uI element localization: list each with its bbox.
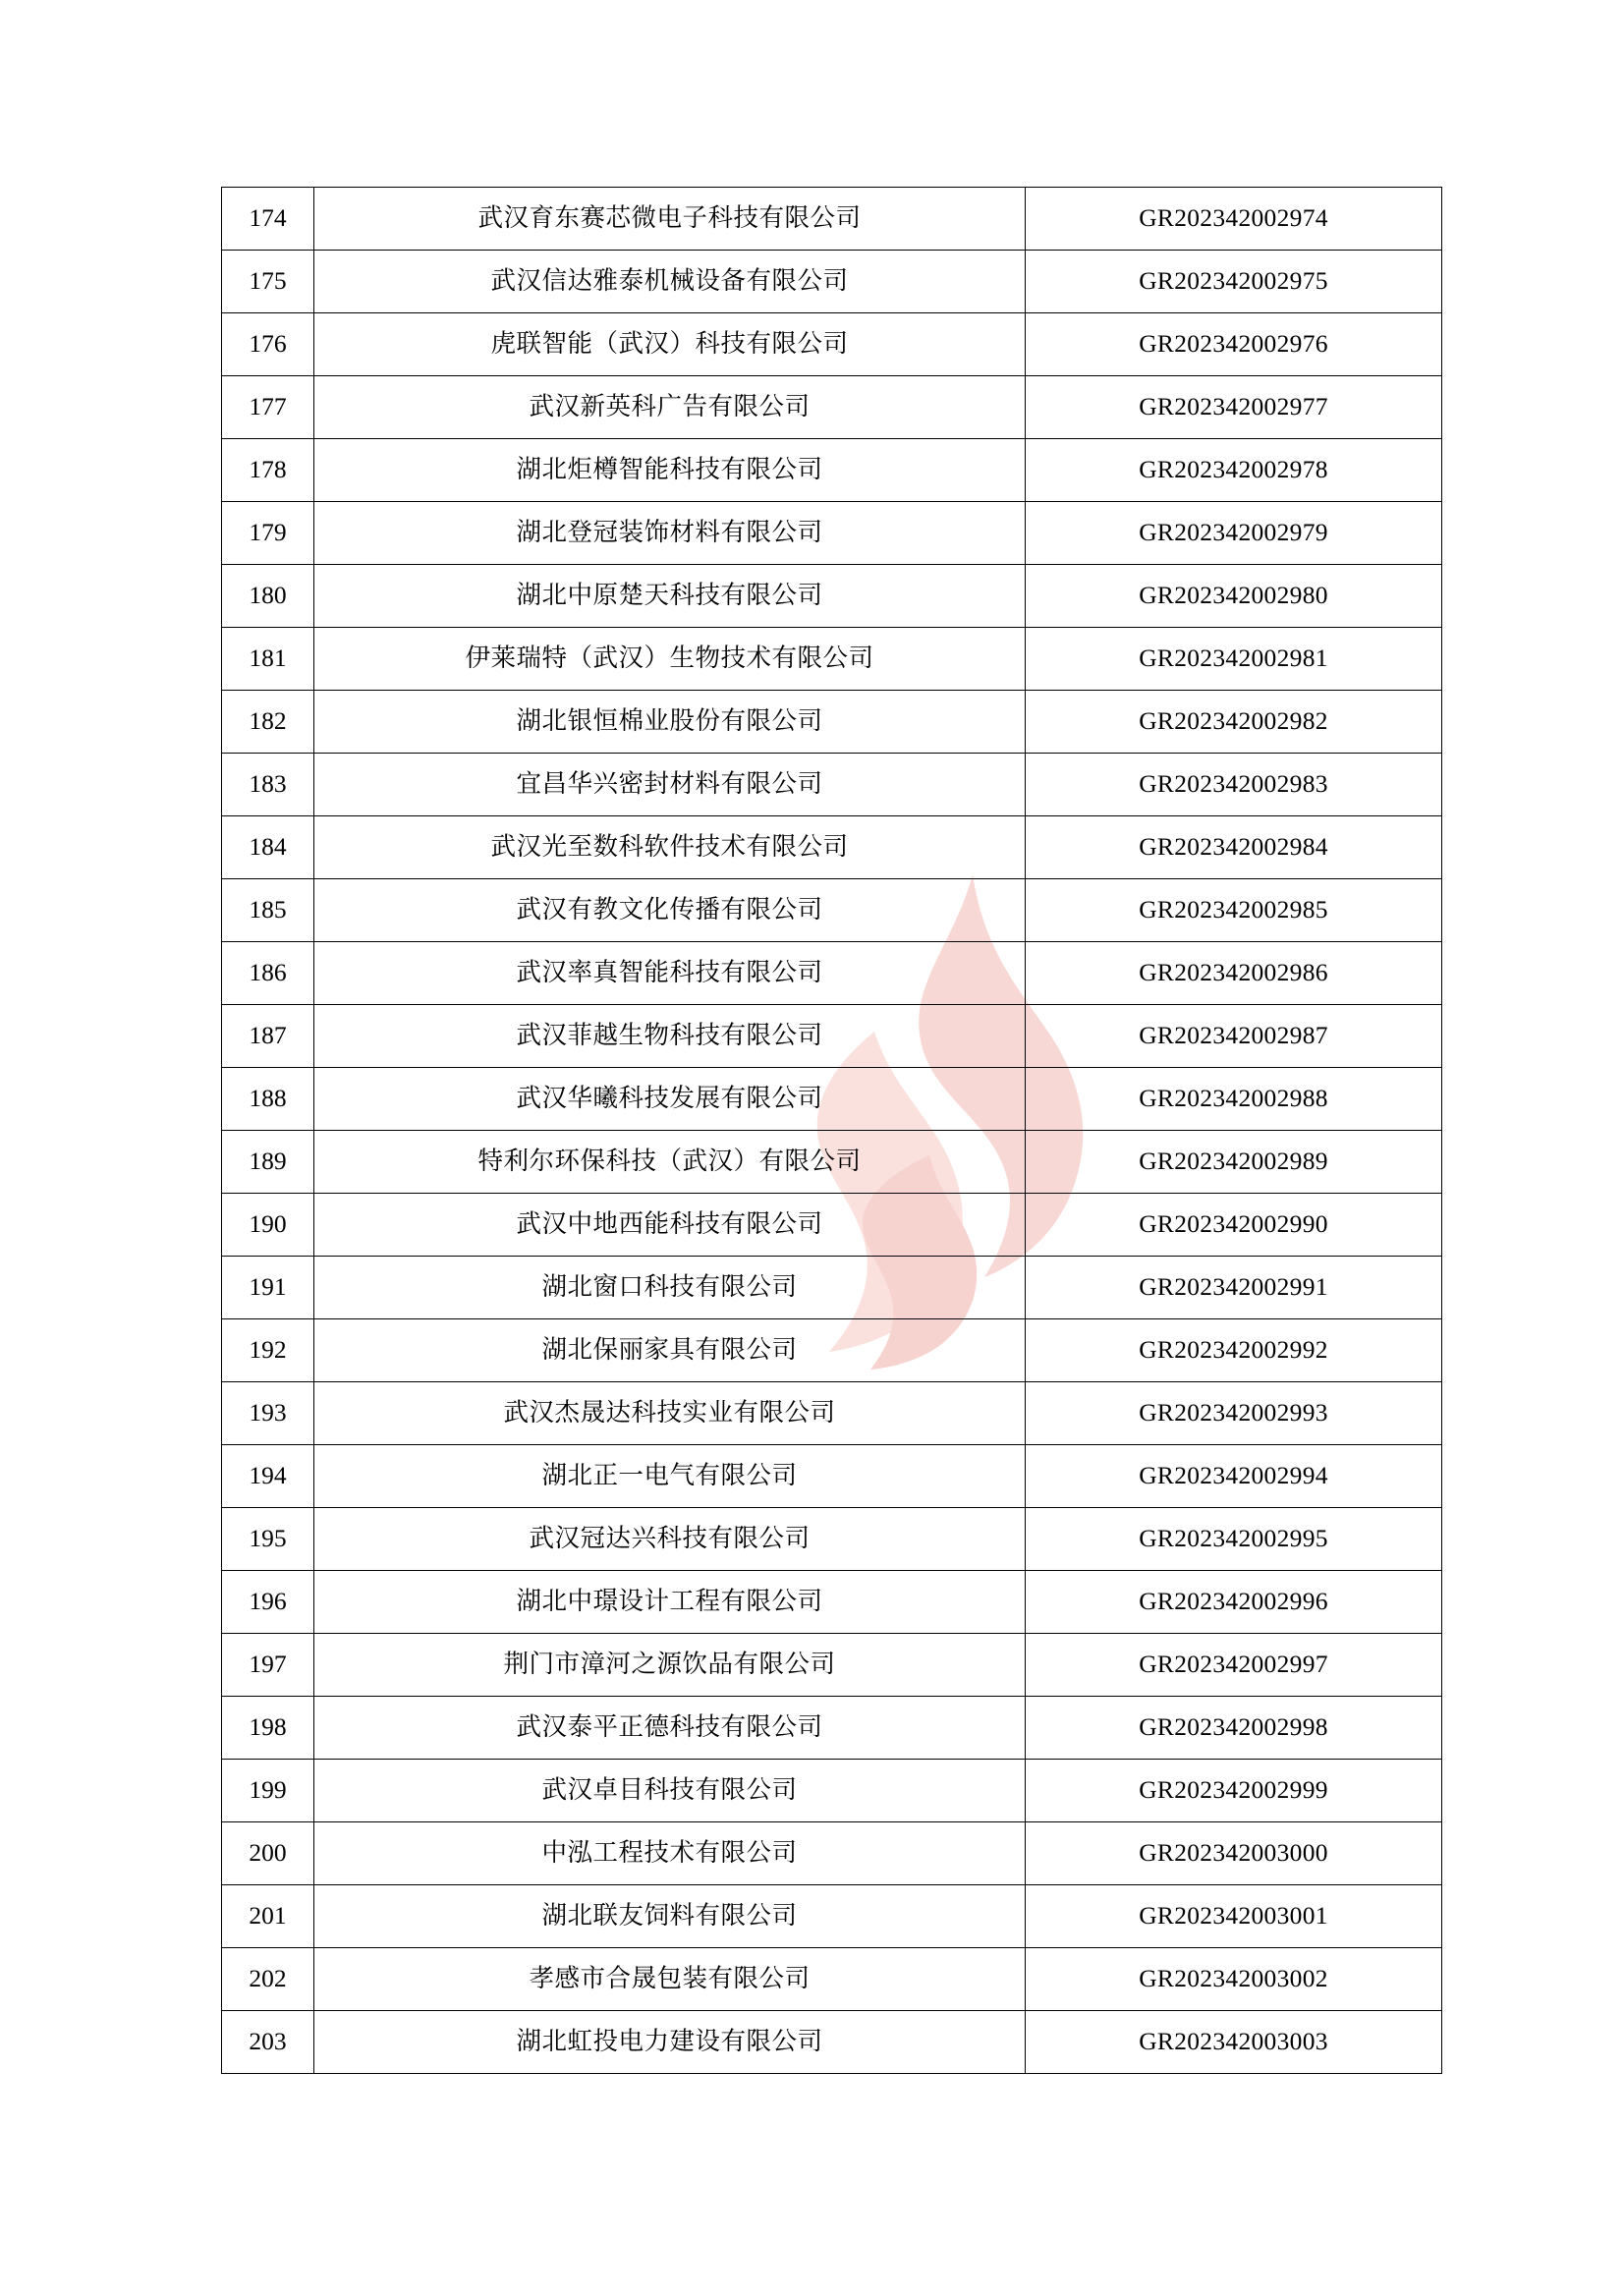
company-name: 武汉卓目科技有限公司: [314, 1760, 1026, 1822]
company-name: 武汉杰晟达科技实业有限公司: [314, 1382, 1026, 1445]
table-row: [222, 1885, 1442, 1948]
company-name: 湖北联友饲料有限公司: [314, 1885, 1026, 1948]
row-index: 174: [222, 188, 314, 251]
company-name: 武汉冠达兴科技有限公司: [314, 1508, 1026, 1571]
table-row: [222, 1948, 1442, 2011]
row-index: 178: [222, 439, 314, 502]
company-list-table-container: [221, 187, 1415, 2074]
row-index: 188: [222, 1068, 314, 1131]
row-index: 201: [222, 1885, 314, 1948]
table-row: [222, 691, 1442, 754]
company-name: 湖北保丽家具有限公司: [314, 1319, 1026, 1382]
company-name: 伊莱瑞特（武汉）生物技术有限公司: [314, 628, 1026, 691]
row-index: 176: [222, 313, 314, 376]
row-index: 194: [222, 1445, 314, 1508]
row-index: 200: [222, 1822, 314, 1885]
table-row: [222, 1319, 1442, 1382]
row-index: 202: [222, 1948, 314, 2011]
company-name: 武汉中地西能科技有限公司: [314, 1194, 1026, 1257]
table-row: [222, 1634, 1442, 1697]
row-index: 198: [222, 1697, 314, 1760]
company-name: 虎联智能（武汉）科技有限公司: [314, 313, 1026, 376]
certificate-code: GR202342002978: [1026, 439, 1442, 502]
company-name: 特利尔环保科技（武汉）有限公司: [314, 1131, 1026, 1194]
certificate-code: GR202342003001: [1026, 1885, 1442, 1948]
row-index: 190: [222, 1194, 314, 1257]
row-index: 181: [222, 628, 314, 691]
table-row: [222, 2011, 1442, 2074]
table-row: [222, 251, 1442, 313]
company-list-table: [221, 187, 1442, 2074]
table-row: [222, 565, 1442, 628]
certificate-code: GR202342002977: [1026, 376, 1442, 439]
table-row: [222, 188, 1442, 251]
company-name: 湖北中原楚天科技有限公司: [314, 565, 1026, 628]
row-index: 182: [222, 691, 314, 754]
table-row: [222, 502, 1442, 565]
company-name: 湖北正一电气有限公司: [314, 1445, 1026, 1508]
row-index: 175: [222, 251, 314, 313]
table-row: [222, 628, 1442, 691]
row-index: 192: [222, 1319, 314, 1382]
company-name: 湖北银恒棉业股份有限公司: [314, 691, 1026, 754]
row-index: 185: [222, 879, 314, 942]
table-row: [222, 754, 1442, 816]
company-name: 湖北炬樽智能科技有限公司: [314, 439, 1026, 502]
row-index: 184: [222, 816, 314, 879]
company-name: 荆门市漳河之源饮品有限公司: [314, 1634, 1026, 1697]
row-index: 197: [222, 1634, 314, 1697]
certificate-code: GR202342002993: [1026, 1382, 1442, 1445]
certificate-code: GR202342002976: [1026, 313, 1442, 376]
company-name: 孝感市合晟包装有限公司: [314, 1948, 1026, 2011]
certificate-code: GR202342002986: [1026, 942, 1442, 1005]
row-index: 191: [222, 1257, 314, 1319]
company-name: 湖北登冠装饰材料有限公司: [314, 502, 1026, 565]
certificate-code: GR202342002989: [1026, 1131, 1442, 1194]
row-index: 193: [222, 1382, 314, 1445]
company-name: 武汉率真智能科技有限公司: [314, 942, 1026, 1005]
certificate-code: GR202342003000: [1026, 1822, 1442, 1885]
table-row: [222, 1068, 1442, 1131]
certificate-code: GR202342002980: [1026, 565, 1442, 628]
company-name: 武汉泰平正德科技有限公司: [314, 1697, 1026, 1760]
company-name: 武汉菲越生物科技有限公司: [314, 1005, 1026, 1068]
table-row: [222, 1508, 1442, 1571]
table-row: [222, 1571, 1442, 1634]
row-index: 187: [222, 1005, 314, 1068]
table-row: [222, 1822, 1442, 1885]
certificate-code: GR202342002990: [1026, 1194, 1442, 1257]
certificate-code: GR202342002995: [1026, 1508, 1442, 1571]
company-name: 宜昌华兴密封材料有限公司: [314, 754, 1026, 816]
company-name: 武汉光至数科软件技术有限公司: [314, 816, 1026, 879]
row-index: 186: [222, 942, 314, 1005]
table-row: [222, 816, 1442, 879]
row-index: 183: [222, 754, 314, 816]
certificate-code: GR202342002998: [1026, 1697, 1442, 1760]
certificate-code: GR202342002979: [1026, 502, 1442, 565]
certificate-code: GR202342002999: [1026, 1760, 1442, 1822]
certificate-code: GR202342002992: [1026, 1319, 1442, 1382]
certificate-code: GR202342002975: [1026, 251, 1442, 313]
company-name: 湖北中璟设计工程有限公司: [314, 1571, 1026, 1634]
table-row: [222, 1382, 1442, 1445]
certificate-code: GR202342003002: [1026, 1948, 1442, 2011]
row-index: 180: [222, 565, 314, 628]
row-index: 189: [222, 1131, 314, 1194]
table-row: [222, 1005, 1442, 1068]
table-row: [222, 1194, 1442, 1257]
row-index: 199: [222, 1760, 314, 1822]
row-index: 196: [222, 1571, 314, 1634]
company-name: 湖北虹投电力建设有限公司: [314, 2011, 1026, 2074]
table-row: [222, 1445, 1442, 1508]
table-row: [222, 879, 1442, 942]
company-name: 武汉新英科广告有限公司: [314, 376, 1026, 439]
company-name: 武汉育东赛芯微电子科技有限公司: [314, 188, 1026, 251]
certificate-code: GR202342002991: [1026, 1257, 1442, 1319]
certificate-code: GR202342002984: [1026, 816, 1442, 879]
table-row: [222, 313, 1442, 376]
row-index: 195: [222, 1508, 314, 1571]
company-name: 武汉华曦科技发展有限公司: [314, 1068, 1026, 1131]
table-row: [222, 1697, 1442, 1760]
certificate-code: GR202342002974: [1026, 188, 1442, 251]
table-row: [222, 942, 1442, 1005]
certificate-code: GR202342002987: [1026, 1005, 1442, 1068]
certificate-code: GR202342002994: [1026, 1445, 1442, 1508]
certificate-code: GR202342002982: [1026, 691, 1442, 754]
table-body: [222, 188, 1442, 2074]
company-name: 湖北窗口科技有限公司: [314, 1257, 1026, 1319]
table-row: [222, 376, 1442, 439]
row-index: 177: [222, 376, 314, 439]
company-name: 武汉有教文化传播有限公司: [314, 879, 1026, 942]
certificate-code: GR202342002983: [1026, 754, 1442, 816]
row-index: 203: [222, 2011, 314, 2074]
table-row: [222, 1131, 1442, 1194]
certificate-code: GR202342002985: [1026, 879, 1442, 942]
certificate-code: GR202342002988: [1026, 1068, 1442, 1131]
certificate-code: GR202342002997: [1026, 1634, 1442, 1697]
table-row: [222, 439, 1442, 502]
company-name: 中泓工程技术有限公司: [314, 1822, 1026, 1885]
row-index: 179: [222, 502, 314, 565]
certificate-code: GR202342002996: [1026, 1571, 1442, 1634]
table-row: [222, 1257, 1442, 1319]
certificate-code: GR202342003003: [1026, 2011, 1442, 2074]
certificate-code: GR202342002981: [1026, 628, 1442, 691]
table-row: [222, 1760, 1442, 1822]
company-name: 武汉信达雅泰机械设备有限公司: [314, 251, 1026, 313]
